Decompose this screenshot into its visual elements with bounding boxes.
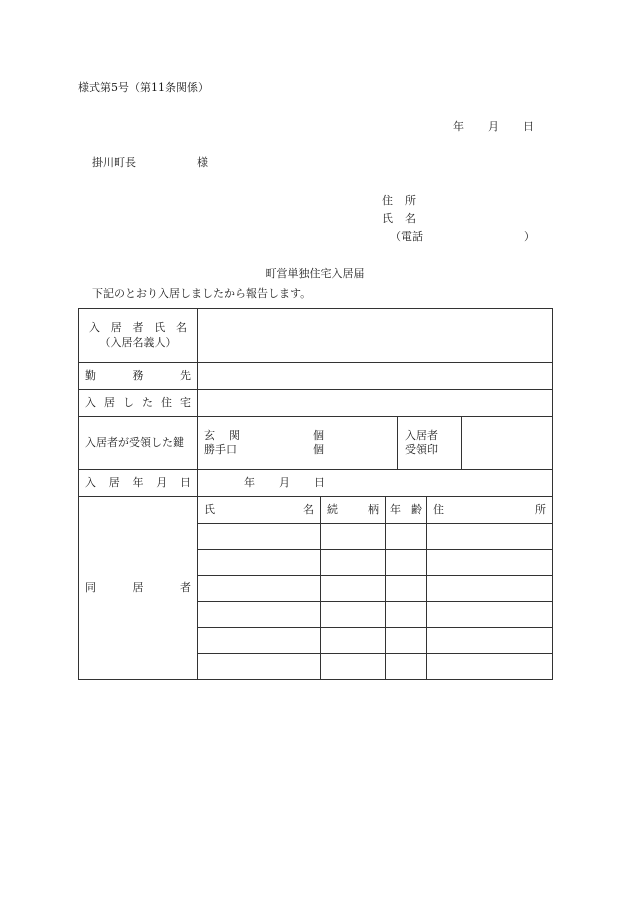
applicant-address-label-2: 所 (405, 194, 416, 207)
cohabitant-address-cell[interactable] (427, 628, 553, 654)
date-day-label: 日 (523, 120, 534, 133)
cohabitant-name-cell[interactable] (198, 550, 321, 576)
move-in-day: 日 (314, 475, 325, 489)
cohabitant-age-cell[interactable] (386, 576, 427, 602)
cohabitant-address-cell[interactable] (427, 550, 553, 576)
applicant-address-label-1: 住 (382, 194, 393, 207)
cohabitant-name-cell[interactable] (198, 576, 321, 602)
cohabitant-name-cell[interactable] (198, 524, 321, 550)
move-in-month: 月 (279, 475, 290, 489)
cohabitant-age-cell[interactable] (386, 654, 427, 680)
keys-row (79, 417, 553, 470)
addressee-name: 掛川町長 (92, 156, 136, 169)
cohabitant-address-cell[interactable] (427, 576, 553, 602)
cohabitants-label: 同 居 者 (85, 580, 191, 594)
housing-label: 入 居 し た 住 宅 (85, 395, 191, 409)
receipt-seal-label: 入居者 受領印 (405, 428, 438, 456)
cohabitant-relation-cell[interactable] (321, 654, 386, 680)
applicant-name-label-2: 名 (405, 212, 416, 225)
housing-row (79, 390, 553, 417)
resident-name-value[interactable] (198, 309, 553, 363)
applicant-phone-open: （電話 (390, 230, 423, 243)
keys-label-cell (79, 417, 198, 470)
residence-form-table (78, 308, 553, 680)
applicant-name-label-1: 氏 (382, 212, 393, 225)
form-title: 町営単独住宅入居届 (265, 267, 365, 280)
resident-name-label: 入 居 者 氏 名 (89, 321, 187, 335)
move-in-date-row (79, 470, 553, 497)
workplace-label: 勤 務 先 (85, 368, 191, 382)
cohabitant-relation-cell[interactable] (321, 550, 386, 576)
cohabitant-age-cell[interactable] (386, 628, 427, 654)
keys-count-cell[interactable] (198, 417, 398, 470)
move-in-label-cell (79, 470, 198, 497)
key-front-label: 玄 関 (204, 428, 240, 442)
form-number: 様式第5号（第11条関係） (78, 81, 209, 94)
key-front-line (204, 429, 324, 443)
keys-label: 入居者が受領した鍵 (85, 435, 184, 449)
date-month-label: 月 (488, 120, 499, 133)
cohabitant-relation-cell[interactable] (321, 576, 386, 602)
cohabitant-relation-cell[interactable] (321, 602, 386, 628)
intro-text: 下記のとおり入居しましたから報告します。 (92, 287, 312, 300)
cohabitant-relation-cell[interactable] (321, 524, 386, 550)
move-in-date-value[interactable] (198, 470, 553, 497)
resident-name-row (79, 309, 553, 363)
housing-label-cell (79, 390, 198, 417)
cohabitant-address-cell[interactable] (427, 602, 553, 628)
col-name-header: 氏 名 (198, 497, 321, 524)
resident-name-sublabel: （入居名義人） (99, 335, 177, 349)
receipt-seal-box[interactable] (461, 417, 552, 469)
cohabitant-age-cell[interactable] (386, 524, 427, 550)
col-relation-header: 続 柄 (321, 497, 386, 524)
cohabitant-age-cell[interactable] (386, 550, 427, 576)
cohabitant-relation-cell[interactable] (321, 628, 386, 654)
move-in-year: 年 (244, 475, 255, 489)
housing-value[interactable] (198, 390, 553, 417)
key-front-unit: 個 (313, 428, 324, 442)
cohabitant-name-cell[interactable] (198, 654, 321, 680)
cohabitants-header-row (79, 497, 553, 524)
workplace-value[interactable] (198, 363, 553, 390)
cohabitant-address-cell[interactable] (427, 654, 553, 680)
workplace-row (79, 363, 553, 390)
col-age-header: 年 齢 (386, 497, 427, 524)
cohabitant-name-cell[interactable] (198, 628, 321, 654)
date-year-label: 年 (453, 120, 464, 133)
applicant-phone-close: ） (524, 230, 535, 243)
key-back-line (204, 443, 324, 457)
resident-name-label-cell (79, 309, 198, 363)
cohabitant-name-cell[interactable] (198, 602, 321, 628)
key-back-unit: 個 (313, 443, 324, 456)
cohabitant-address-cell[interactable] (427, 524, 553, 550)
cohabitants-label-cell (79, 497, 198, 680)
workplace-label-cell (79, 363, 198, 390)
key-back-label: 勝手口 (204, 443, 237, 456)
move-in-label: 入 居 年 月 日 (85, 475, 191, 489)
col-address-header: 住 所 (427, 497, 553, 524)
receipt-seal-cell[interactable] (398, 417, 553, 470)
addressee-honorific: 様 (197, 156, 208, 169)
cohabitant-age-cell[interactable] (386, 602, 427, 628)
